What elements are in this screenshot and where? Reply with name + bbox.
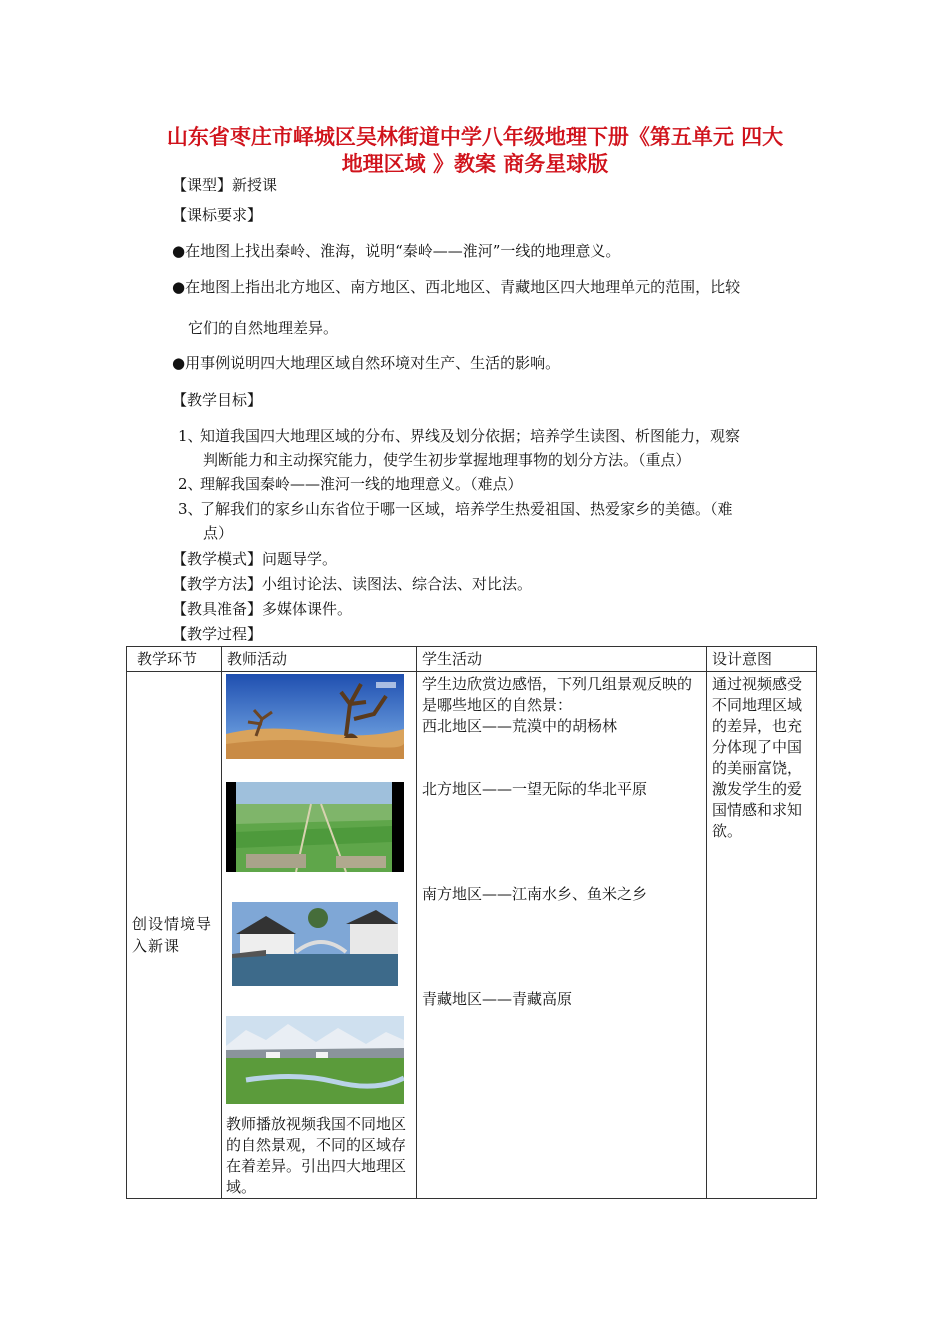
objective-1-text: 知道我国四大地理区域的分布、界线及划分依据；培养学生读图、析图能力，观察 — [200, 427, 741, 445]
requirement-2: ●在地图上指出北方地区、南方地区、西北地区、青藏地区四大地理单元的范围，比较 — [172, 278, 741, 296]
teaching-tools: 【教具准备】多媒体课件。 — [172, 600, 353, 618]
objective-3-text: 了解我们的家乡山东省位于哪一区域，培养学生热爱祖国、热爱家乡的美德。（难 — [200, 500, 733, 518]
student-item-tibet: 青藏地区——青藏高原 — [422, 990, 573, 1008]
desert-poplar-photo — [226, 674, 404, 759]
title-line-1: 山东省枣庄市峄城区吴林街道中学八年级地理下册《第五单元 四大 — [166, 125, 784, 149]
lesson-type: 【课型】新授课 — [172, 176, 278, 194]
requirement-2-continued: 它们的自然地理差异。 — [188, 319, 339, 337]
header-student: 学生活动 — [417, 647, 707, 672]
design-cell: 通过视频感受不同地理区域的差异，也充分体现了中国的美丽富饶，激发学生的爱国情感和求知欲。 — [707, 672, 817, 1199]
objective-3-continued: 点） — [203, 524, 234, 542]
objectives-heading: 【教学目标】 — [172, 391, 263, 409]
jiangnan-water-town-photo — [226, 894, 404, 989]
header-stage: 教学环节 — [127, 647, 222, 672]
student-item-northwest: 西北地区——荒漠中的胡杨林 — [422, 717, 618, 735]
teaching-mode: 【教学模式】问题导学。 — [172, 550, 338, 568]
table-header-row — [127, 647, 817, 672]
student-cell — [417, 672, 707, 1199]
table-row — [127, 672, 817, 1199]
process-heading: 【教学过程】 — [172, 625, 263, 643]
student-intro: 学生边欣赏边感悟，下列几组景观反映的是哪些地区的自然景： — [422, 675, 693, 714]
title-line-2: 地理区域 》教案 商务星球版 — [341, 152, 609, 176]
objective-1-number: 1、 — [178, 427, 203, 445]
student-item-north: 北方地区——一望无际的华北平原 — [422, 780, 648, 798]
photo-column — [226, 672, 412, 1112]
requirement-3: ●用事例说明四大地理区域自然环境对生产、生活的影响。 — [172, 354, 561, 372]
document-title — [120, 124, 830, 178]
curriculum-heading: 【课标要求】 — [172, 206, 263, 224]
objective-2-number: 2、 — [178, 475, 203, 493]
objective-1 — [178, 426, 740, 446]
teaching-method: 【教学方法】小组讨论法、读图法、综合法、对比法。 — [172, 575, 533, 593]
objective-1-continued: 判断能力和主动探究能力，使学生初步掌握地理事物的划分方法。（重点） — [203, 451, 691, 469]
objective-3 — [178, 499, 733, 519]
objective-2 — [178, 474, 523, 494]
north-china-plain-photo — [226, 782, 404, 872]
student-item-south: 南方地区——江南水乡、鱼米之乡 — [422, 885, 648, 903]
teacher-cell — [222, 672, 417, 1199]
stage-cell: 创设情境导入新课 — [127, 672, 222, 1199]
qinghai-tibet-plateau-photo — [226, 1016, 404, 1104]
objective-3-number: 3、 — [178, 500, 203, 518]
header-teacher: 教师活动 — [222, 647, 417, 672]
requirement-1: ●在地图上找出秦岭、淮海，说明“秦岭——淮河”一线的地理意义。 — [172, 242, 621, 260]
teaching-process-table — [126, 646, 817, 1199]
objective-2-text: 理解我国秦岭——淮河一线的地理意义。（难点） — [200, 475, 523, 493]
header-design: 设计意图 — [707, 647, 817, 672]
teacher-activity-text: 教师播放视频我国不同地区的自然景观，不同的区域存在着差异。引出四大地理区域。 — [226, 1115, 407, 1196]
